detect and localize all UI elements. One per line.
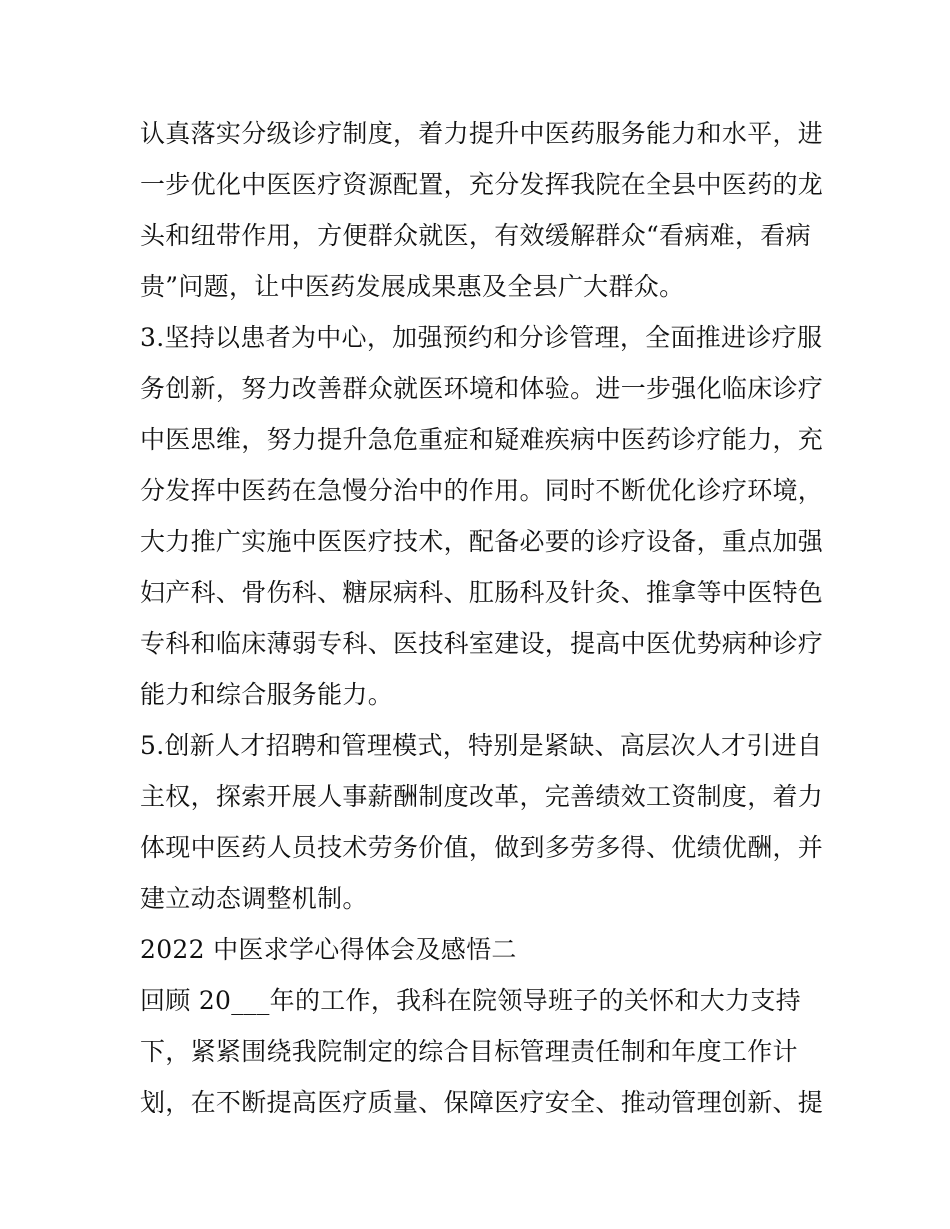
text-line: 下，紧紧围绕我院制定的综合目标管理责任制和年度工作计	[140, 1037, 798, 1066]
text-line: 划，在不断提高医疗质量、保障医疗安全、推动管理创新、提	[140, 1088, 824, 1117]
text-line: 建立动态调整机制。	[140, 884, 368, 913]
text-line: 分发挥中医药在急慢分治中的作用。同时不断优化诊疗环境，	[140, 476, 824, 505]
text-line: 中医思维，努力提升急危重症和疑难疾病中医药诊疗能力，充	[140, 425, 824, 454]
text-line: 主权，探索开展人事薪酬制度改革，完善绩效工资制度，着力	[140, 782, 824, 811]
text-line: 3.坚持以患者为中心，加强预约和分诊管理，全面推进诊疗服	[140, 323, 823, 352]
text-line: 贵”问题，让中医药发展成果惠及全县广大群众。	[140, 272, 685, 301]
text-line: 认真落实分级诊疗制度，着力提升中医药服务能力和水平，进	[140, 119, 824, 148]
text-line: 头和纽带作用，方便群众就医，有效缓解群众“看病难，看病	[140, 221, 811, 250]
text-line: 务创新，努力改善群众就医环境和体验。进一步强化临床诊疗	[140, 374, 824, 403]
text-line: 专科和临床薄弱专科、医技科室建设，提高中医优势病种诊疗	[140, 629, 824, 658]
document-body	[140, 108, 824, 1128]
text-line: 5.创新人才招聘和管理模式，特别是紧缺、高层次人才引进自	[140, 731, 823, 760]
text-line: 一步优化中医医疗资源配置，充分发挥我院在全县中医药的龙	[140, 170, 824, 199]
text-line: 大力推广实施中医医疗技术，配备必要的诊疗设备，重点加强	[140, 527, 824, 556]
text-line: 妇产科、骨伤科、糖尿病科、肛肠科及针灸、推拿等中医特色	[140, 578, 824, 607]
text-line: 回顾 20___年的工作，我科在院领导班子的关怀和大力支持	[140, 986, 801, 1015]
text-line: 体现中医药人员技术劳务价值，做到多劳多得、优绩优酬，并	[140, 833, 824, 862]
text-line: 能力和综合服务能力。	[140, 680, 394, 709]
section-heading: 2022 中医求学心得体会及感悟二	[140, 935, 517, 964]
